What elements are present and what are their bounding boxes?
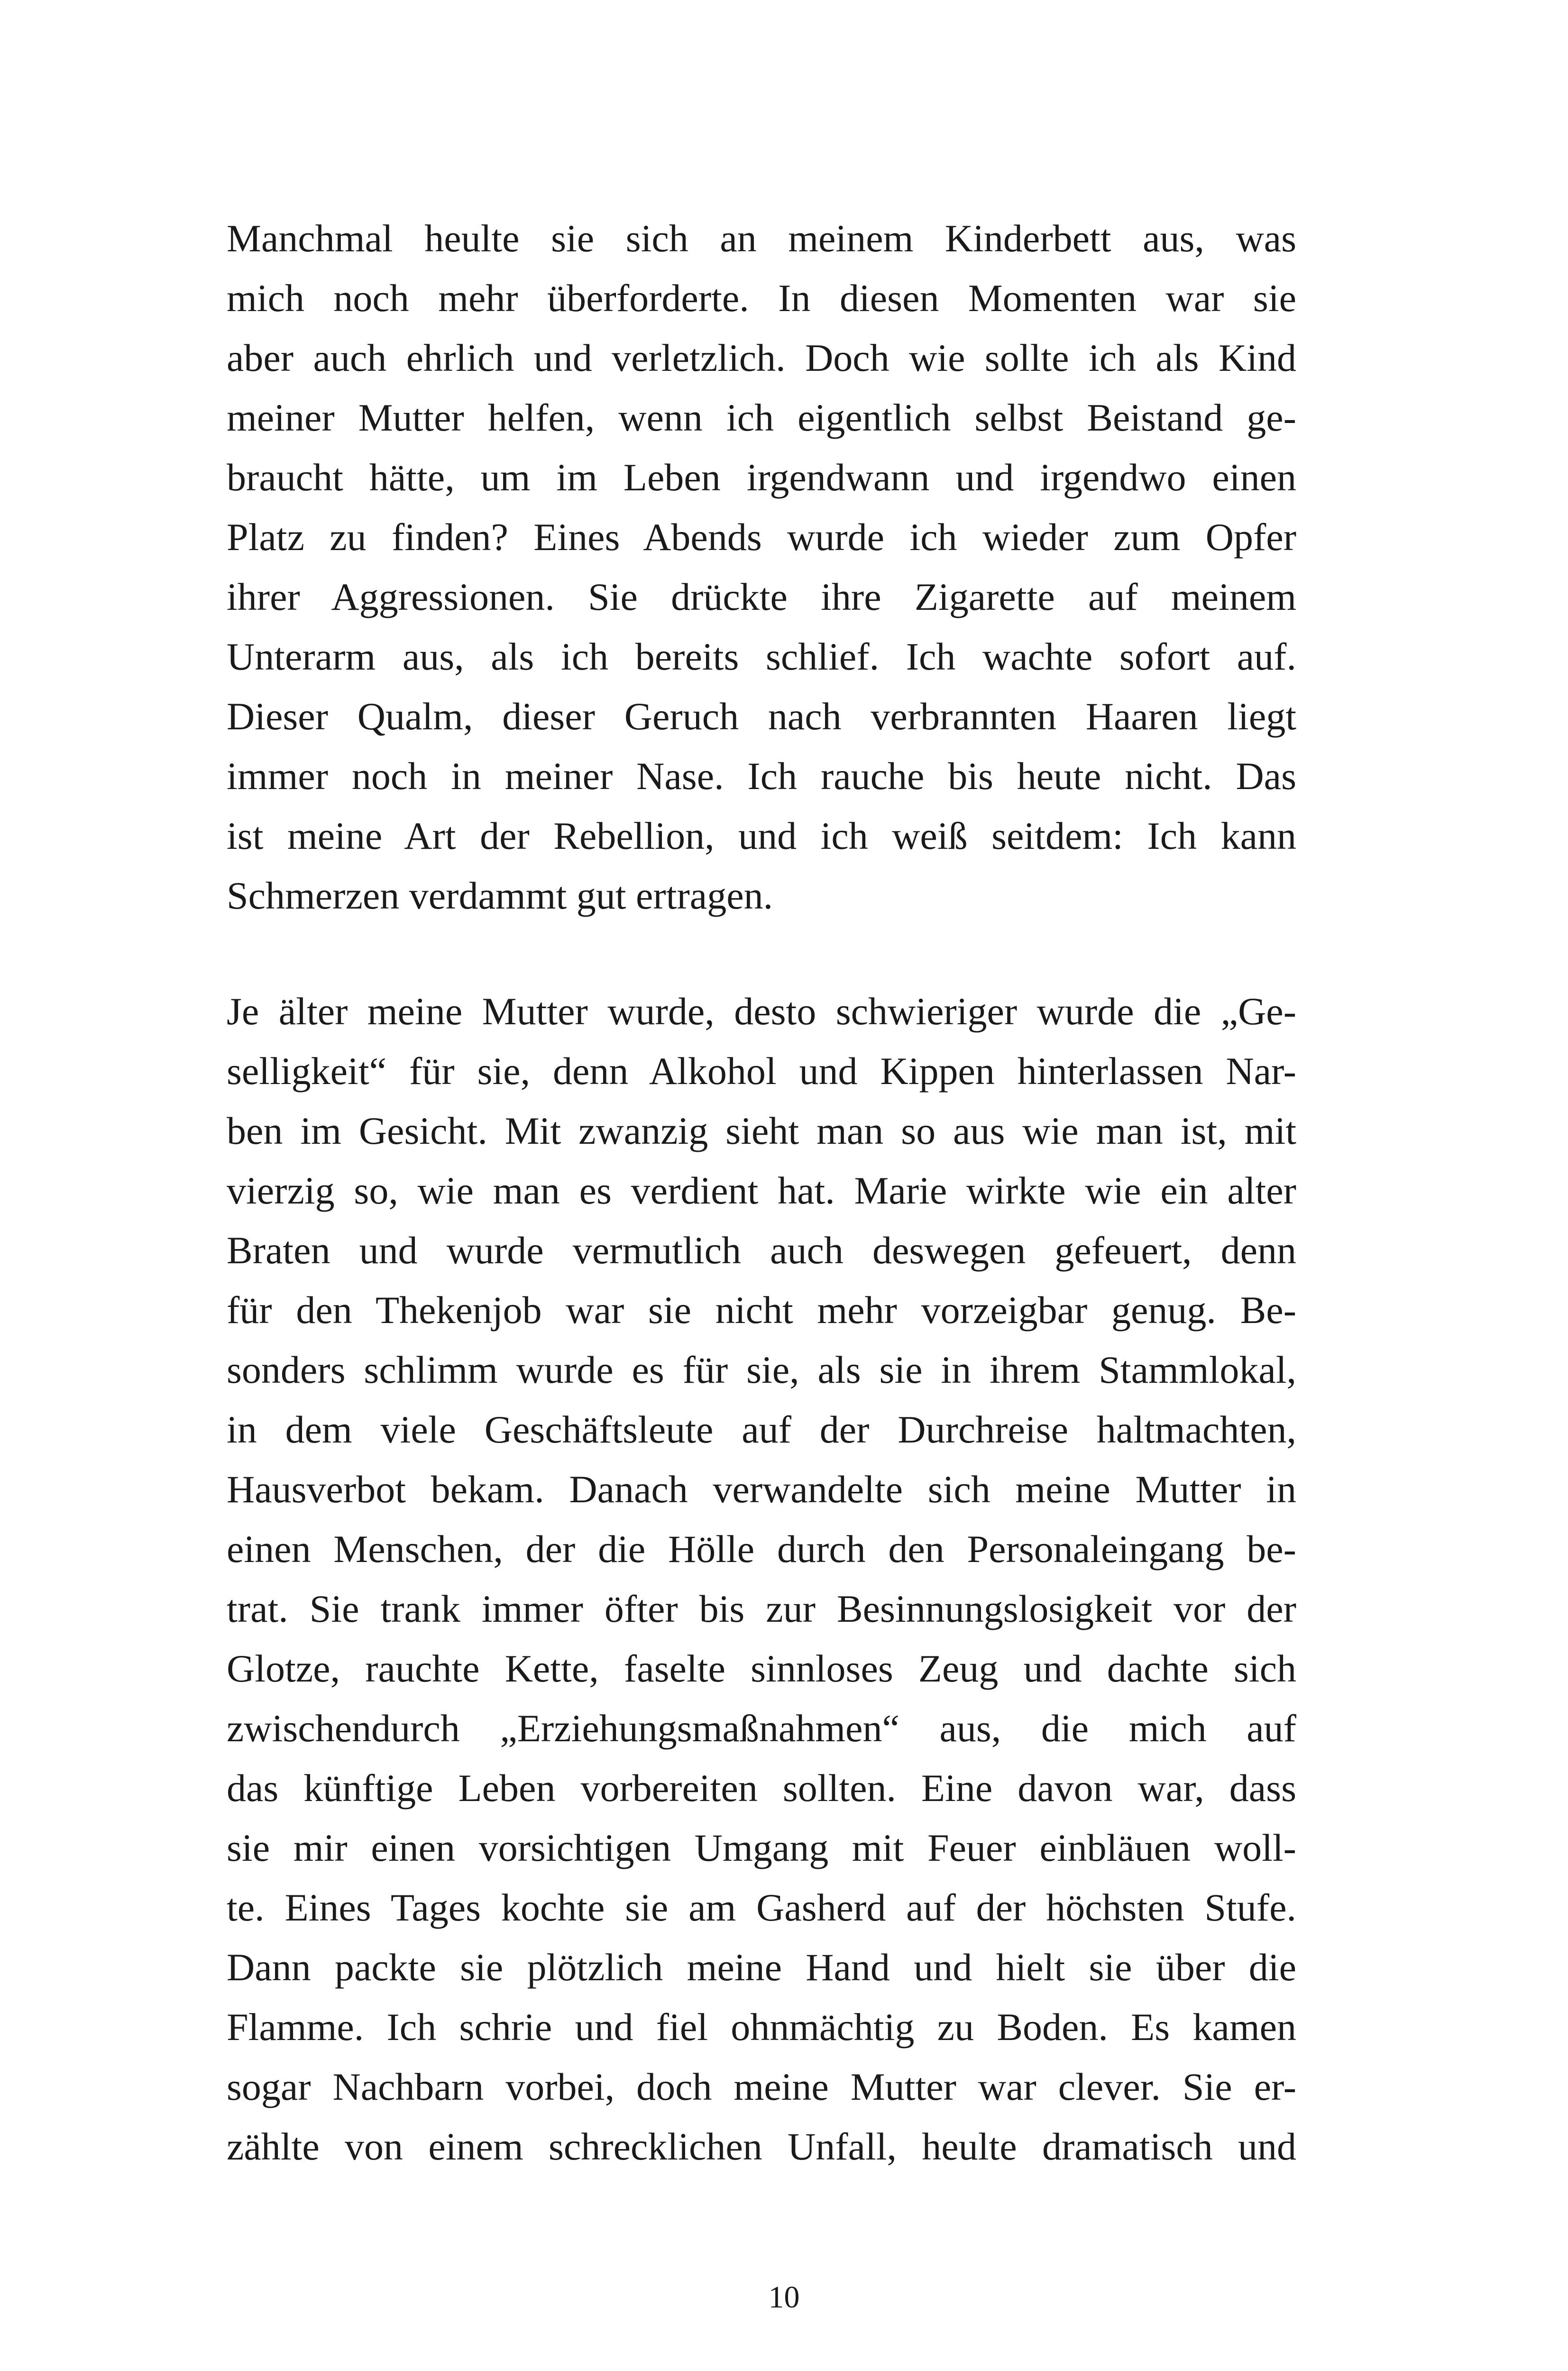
text-line: Dann packte sie plötzlich meine Hand und hielt sie über die [227,1946,1296,1989]
text-line: sonders schlimm wurde es für sie, als sie in ihrem Stammlokal, [227,1348,1296,1391]
text-line: aber auch ehrlich und verletzlich. Doch wie sollte ich als Kind [227,336,1296,379]
text-line: Braten und wurde vermutlich auch deswegen gefeuert, denn [227,1229,1296,1272]
text-line: zwischendurch „Erziehungsmaßnahmen“ aus, die mich auf [227,1707,1296,1750]
text-line: vierzig so, wie man es verdient hat. Marie wirkte wie ein alter [227,1169,1296,1212]
text-line: sogar Nachbarn vorbei, doch meine Mutter war clever. Sie er- [227,2065,1296,2108]
text-line: braucht hätte, um im Leben irgendwann und irgendwo einen [227,456,1296,499]
paragraph-2 [227,982,1296,2177]
text-line: Flamme. Ich schrie und fiel ohnmächtig zu Boden. Es kamen [227,2005,1296,2049]
text-line: Platz zu finden? Eines Abends wurde ich wieder zum Opfer [227,515,1296,559]
page-number: 10 [768,2280,800,2315]
text-line: das künftige Leben vorbereiten sollten. Eine davon war, dass [227,1766,1296,1810]
text-line: te. Eines Tages kochte sie am Gasherd auf der höchsten Stufe. [227,1886,1296,1929]
text-line: Je älter meine Mutter wurde, desto schwieriger wurde die „Ge- [227,990,1296,1033]
text-line: trat. Sie trank immer öfter bis zur Besinnungslosigkeit vor der [227,1587,1296,1630]
text-line: selligkeit“ für sie, denn Alkohol und Kippen hinterlassen Nar- [227,1049,1296,1093]
text-line: Dieser Qualm, dieser Geruch nach verbrannten Haaren liegt [227,695,1296,738]
text-line: ist meine Art der Rebellion, und ich weiß seitdem: Ich kann [227,814,1296,857]
paragraph-1 [227,209,1296,926]
text-line: einen Menschen, der die Hölle durch den Personaleingang be- [227,1527,1296,1571]
text-line: Hausverbot bekam. Danach verwandelte sich meine Mutter in [227,1468,1296,1511]
text-line: ben im Gesicht. Mit zwanzig sieht man so aus wie man ist, mit [227,1109,1296,1152]
text-line: Manchmal heulte sie sich an meinem Kinderbett aus, was [227,217,1296,260]
text-line: zählte von einem schrecklichen Unfall, heulte dramatisch und [227,2125,1296,2168]
text-line: für den Thekenjob war sie nicht mehr vorzeigbar genug. Be- [227,1288,1296,1332]
text-line: Glotze, rauchte Kette, faselte sinnloses Zeug und dachte sich [227,1647,1296,1690]
text-line: mich noch mehr überforderte. In diesen Momenten war sie [227,276,1296,320]
text-line: ihrer Aggressionen. Sie drückte ihre Zigarette auf meinem [227,575,1296,618]
text-line: sie mir einen vorsichtigen Umgang mit Feuer einbläuen woll- [227,1826,1296,1869]
text-line: in dem viele Geschäftsleute auf der Durchreise haltmachten, [227,1408,1296,1451]
text-line: Schmerzen verdammt gut ertragen. [227,874,773,917]
text-line: meiner Mutter helfen, wenn ich eigentlich selbst Beistand ge- [227,396,1296,439]
text-line: immer noch in meiner Nase. Ich rauche bis heute nicht. Das [227,754,1296,798]
text-line: Unterarm aus, als ich bereits schlief. Ich wachte sofort auf. [227,635,1296,678]
